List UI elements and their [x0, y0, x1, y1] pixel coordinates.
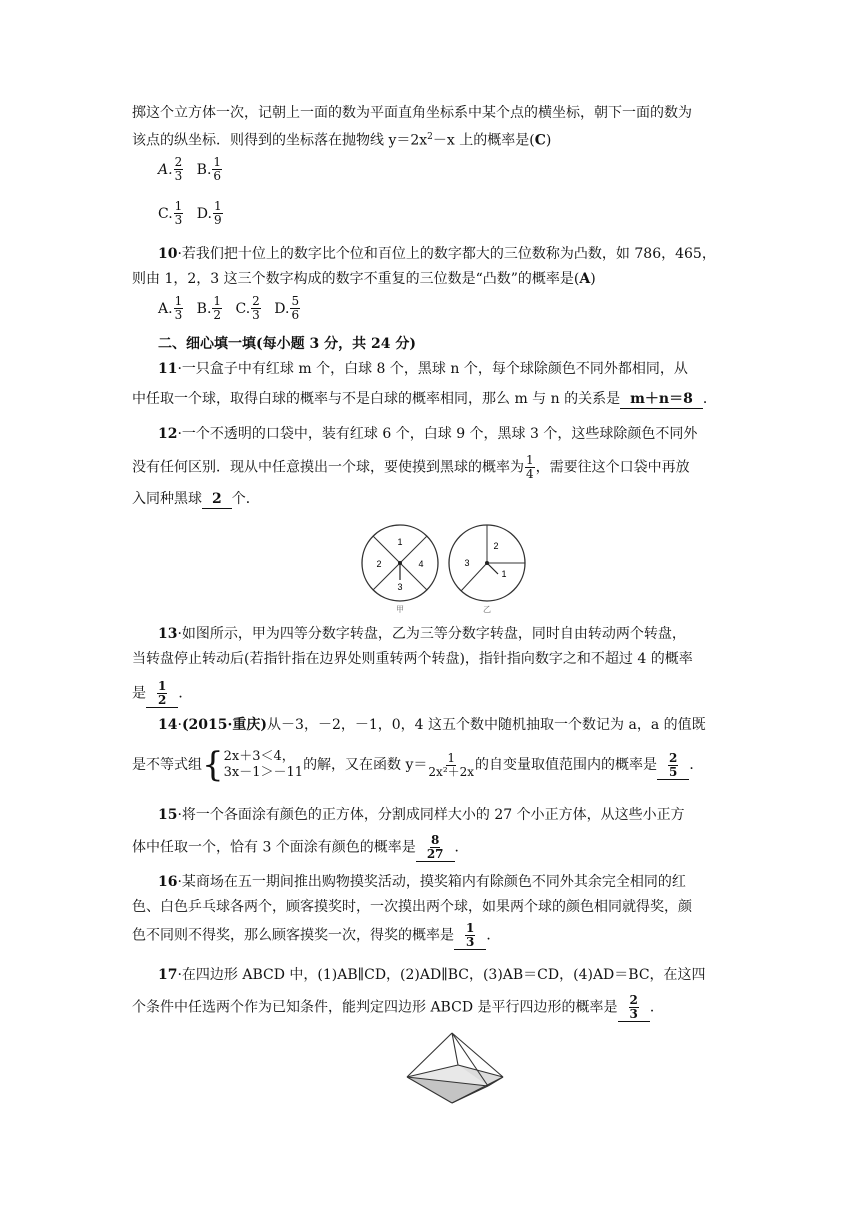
q14-function-fraction: $\frac{1}{\text{2x²＋2x}}$ [428, 750, 475, 779]
q16-line3: 色不同则不得奖，那么顾客摸奖一次，得奖的概率是 $\frac{1}{3}$ ． [132, 921, 501, 949]
solid-figure [400, 1030, 510, 1110]
q11-answer: m＋n＝8 [620, 390, 703, 409]
q13-line1: 13·如图所示，甲为四等分数字转盘，乙为三等分数字转盘，同时自由转动两个转盘， [158, 626, 686, 642]
jia-num-3: 3 [397, 582, 403, 592]
yi-num-1: 1 [501, 569, 507, 579]
q10-line2: 则由 1，2，3 这三个数字构成的数字不重复的三位数是“凸数”的概率是(A) [132, 271, 596, 287]
q10-line1: 10·若我们把十位上的数字比个位和百位上的数字都大的三位数称为凸数，如 786，465， [158, 246, 716, 262]
q16-answer: $\frac{1}{3}$ [454, 922, 486, 950]
jia-num-1: 1 [397, 537, 403, 547]
yi-num-2: 2 [493, 541, 499, 551]
system-brace: { [202, 745, 224, 785]
q14-answer: $\frac{2}{5}$ [657, 752, 689, 780]
q9-options-row2: C. $\frac{1}{3}$ D. $\frac{1}{9}$ [158, 199, 222, 227]
q15-line1: 15·将一个各面涂有颜色的正方体，分割成同样大小的 27 个小正方体，从这些小正方 [158, 807, 685, 823]
q15-answer: $\frac{8}{27}$ [416, 834, 455, 862]
q16-line2: 色、白色乒乓球各两个，顾客摸奖时，一次摸出两个球，如果两个球的颜色相同就得奖，颜 [132, 899, 692, 915]
jia-caption: 甲 [396, 605, 404, 614]
jia-num-2: 2 [376, 559, 382, 569]
jia-num-4: 4 [418, 559, 424, 569]
inequality-system: 2x＋3＜4， 3x－1＞－11 [223, 749, 304, 780]
q17-line1: 17·在四边形 ABCD 中，(1)AB∥CD，(2)AD∥BC，(3)AB＝CD，(4)AD＝BC，在这四 [158, 967, 706, 983]
q12-line3: 入同种黑球 2 个． [132, 491, 260, 507]
q9-line1: 掷这个立方体一次，记朝上一面的数为平面直角坐标系中某个点的横坐标，朝下一面的数为 [132, 105, 692, 121]
spinner-yi [449, 525, 525, 614]
yi-caption: 乙 [483, 605, 491, 614]
q17-line2: 个条件中任选两个作为已知条件，能判定四边形 ABCD 是平行四边形的概率是 $\frac{2}{3}$ ． [132, 993, 664, 1021]
q13-answer: $\frac{1}{2}$ [146, 680, 178, 708]
q9-answer: C [534, 132, 546, 149]
q12-line2: 没有任何区别．现从中任意摸出一个球，要使摸到黑球的概率为 $\frac{1}{4}$ ，需要往这个口袋中再放 [132, 453, 690, 481]
q12-answer: 2 [202, 490, 232, 509]
q12-line1: 12·一个不透明的口袋中，装有红球 6 个，白球 9 个，黑球 3 个，这些球除颜色不同外 [158, 426, 698, 442]
q11-line2: 中任取一个球，取得白球的概率与不是白球的概率相同，那么 m 与 n 的关系是 m＋n＝8 ． [132, 391, 717, 407]
q15-line2: 体中任取一个，恰有 3 个面涂有颜色的概率是 $\frac{8}{27}$ ． [132, 833, 469, 861]
q10-options: A. $\frac{1}{3}$ B. $\frac{1}{2}$ C. $\frac{2}{3}$ D. $\frac{5}{6}$ [158, 294, 300, 322]
q9-options-row1: A. $\frac{2}{3}$ B. $\frac{1}{6}$ [158, 155, 222, 183]
spinner-jia [362, 525, 438, 614]
q16-line1: 16·某商场在五一期间推出购物摸奖活动，摸奖箱内有除颜色不同外其余完全相同的红 [158, 874, 686, 890]
q10-answer: A [579, 271, 591, 287]
q17-answer: $\frac{2}{3}$ [618, 994, 650, 1022]
q13-line2: 当转盘停止转动后(若指针指在边界处则重转两个转盘)，指针指向数字之和不超过 4 的概率 [132, 651, 693, 667]
q13-line3: 是 $\frac{1}{2}$ ． [132, 679, 193, 707]
q12-fraction: $\frac{1}{4}$ [526, 453, 534, 481]
yi-num-3: 3 [464, 558, 470, 568]
q14-line1: 14·(2015·重庆)从－3，－2，－1，0，4 这五个数中随机抽取一个数记为 a，a 的值既 [158, 717, 706, 733]
q11-line1: 11·一只盒子中有红球 m 个，白球 8 个，黑球 n 个，每个球除颜色不同外都相同，从 [158, 361, 688, 377]
q14-line2: 是不等式组{ 2x＋3＜4， 3x－1＞－11 的解，又在函数 y＝ $\frac{1}{\text{2x²＋2x}}$ 的自变量取值范围内的概率是 $\frac{2}{5}$ ． [132, 745, 704, 785]
section-2-heading: 二、细心填一填(每小题 3 分，共 24 分) [158, 336, 416, 352]
q9-line2: 该点的纵坐标．则得到的坐标落在抛物线 $y=2x^2-x$ 上的概率是(C) [132, 132, 552, 149]
spinner-figure [355, 518, 535, 618]
